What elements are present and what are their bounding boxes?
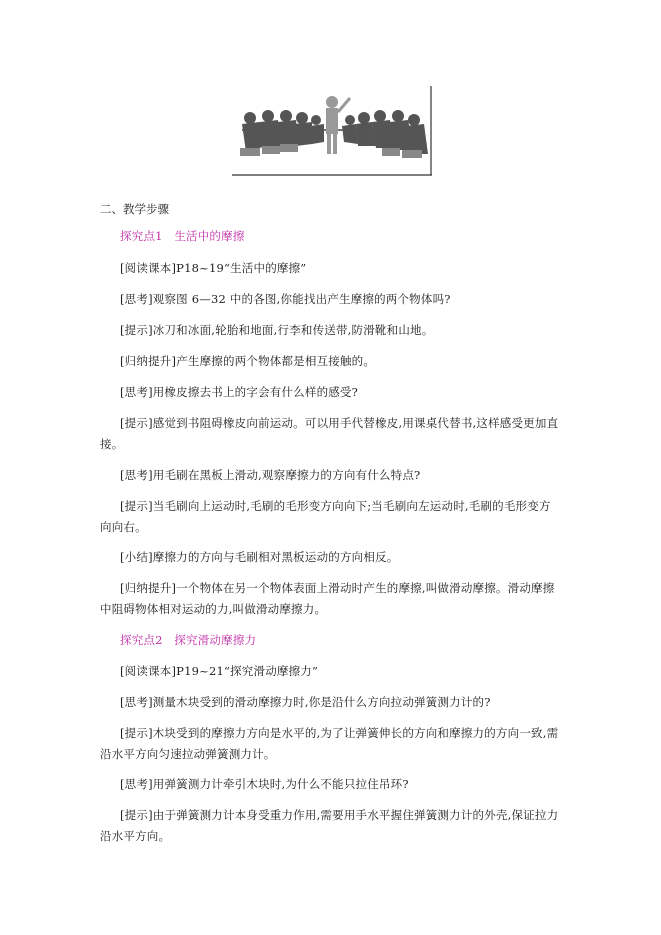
paragraph: [归纳提升]一个物体在另一个物体表面上滑动时产生的摩擦,叫做滑动摩擦。滑动摩擦中阻碍物体相对运动的力,叫做滑动摩擦力。 (100, 581, 555, 616)
paragraph: [提示]当毛刷向上运动时,毛刷的毛形变方向向下;当毛刷向左运动时,毛刷的毛形变方向向右。 (100, 499, 551, 534)
paragraph: [阅读课本]P18~19“生活中的摩擦” (120, 261, 307, 275)
paragraph: [提示]感觉到书阻碍橡皮向前运动。可以用手代替橡皮,用课桌代替书,这样感受更加直接。 (100, 416, 559, 451)
paragraph: [思考]测量木块受到的滑动摩擦力时,你是沿什么方向拉动弹簧测力计的? (120, 695, 491, 709)
paragraph: [阅读课本]P19~21“探究滑动摩擦力” (120, 664, 319, 678)
heading-inquiry-2: 探究点2 探究滑动摩擦力 (120, 633, 257, 647)
paragraph: [提示]冰刀和冰面,轮胎和地面,行李和传送带,防滑靴和山地。 (120, 323, 434, 337)
paragraph: [思考]观察图 6—32 中的各图,你能找出产生摩擦的两个物体吗? (120, 292, 451, 306)
paragraph: [思考]用毛刷在黑板上滑动,观察摩擦力的方向有什么特点? (120, 468, 421, 482)
paragraph: [思考]用橡皮擦去书上的字会有什么样的感受? (120, 385, 359, 399)
paragraph: [小结]摩擦力的方向与毛刷相对黑板运动的方向相反。 (120, 550, 399, 564)
tug-of-war-illustration (232, 86, 432, 176)
paragraph: [思考]用弹簧测力计牵引木块时,为什么不能只拉住吊环? (120, 777, 409, 791)
paragraph: [提示]由于弹簧测力计本身受重力作用,需要用手水平握住弹簧测力计的外壳,保证拉力沿水平方向。 (100, 808, 559, 843)
section-title: 二、教学步骤 (100, 202, 169, 216)
heading-inquiry-1: 探究点1 生活中的摩擦 (120, 229, 245, 243)
paragraph: [归纳提升]产生摩擦的两个物体都是相互接触的。 (120, 354, 376, 368)
paragraph: [提示]木块受到的摩擦力方向是水平的,为了让弹簧伸长的方向和摩擦力的方向一致,需沿水平方向匀速拉动弹簧测力计。 (100, 726, 559, 761)
